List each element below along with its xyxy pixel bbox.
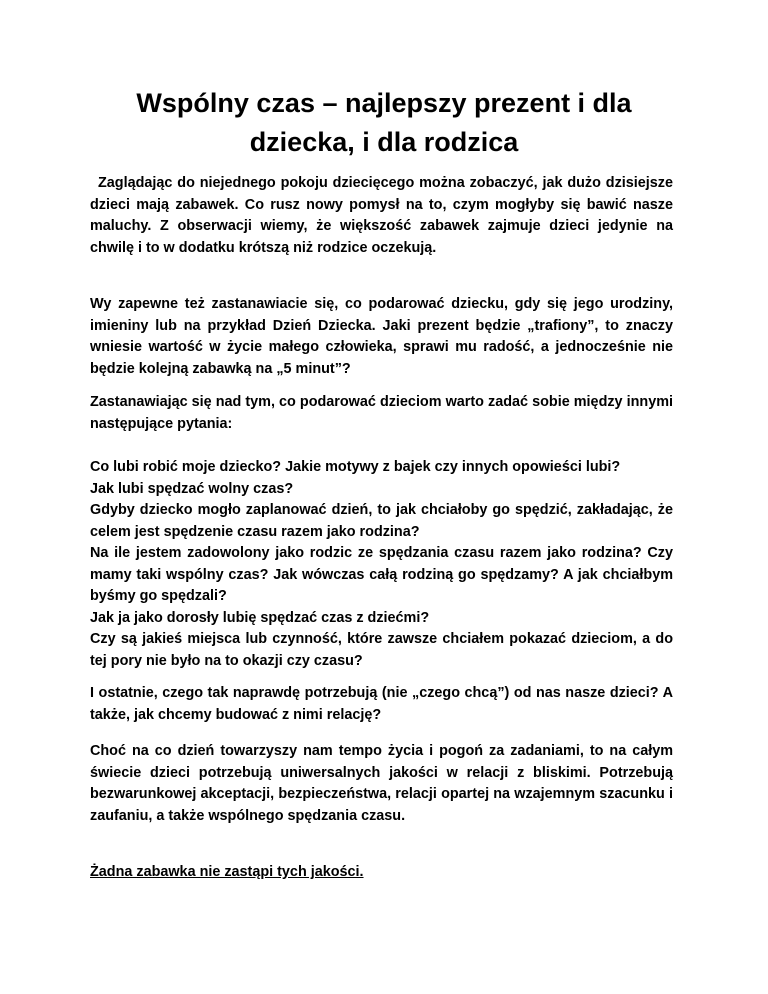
gift-question-paragraph: Wy zapewne też zastanawiacie się, co podarować dziecku, gdy się jego urodziny, imieniny lub na przykład Dzień Dziecka. Jaki prezent będzie „trafiony”, to znaczy wniesie wartość w życie małego człowieka, sprawi mu radość, a jednocześnie nie będzie kolejną zabawką na „5 minut”? [90,296,673,377]
questions-list [90,457,673,672]
universal-qualities-paragraph: Choć na co dzień towarzyszy nam tempo życia i pogoń za zadaniami, to na całym świecie dzieci potrzebują uniwersalnych jakości w relacji z bliskimi. Potrzebują bezwarunkowej akceptacji, bezpieczeństwa, relacji opartej na wzajemnym szacunku i zaufaniu, a także wspólnego spędzania czasu. [90,743,673,824]
question-item: Gdyby dziecko mogło zaplanować dzień, to jak chciałoby go spędzić, zakładając, że celem jest spędzenie czasu razem jako rodzina? [90,502,673,540]
questions-intro-paragraph: Zastanawiając się nad tym, co podarować dzieciom warto zadać sobie między innymi następujące pytania: [90,394,673,432]
question-item: Jak lubi spędzać wolny czas? [90,480,294,497]
closing-statement: Żadna zabawka nie zastąpi tych jakości. [90,864,364,880]
needs-question-paragraph: I ostatnie, czego tak naprawdę potrzebują (nie „czego chcą”) od nas nasze dzieci? A także, jak chcemy budować z nimi relację? [90,685,673,723]
question-item: Jak ja jako dorosły lubię spędzać czas z dziećmi? [90,609,430,626]
document-title: Wspólny czas – najlepszy prezent i dla dziecka, i dla rodzica [136,88,632,157]
question-item: Na ile jestem zadowolony jako rodzic ze spędzania czasu razem jako rodzina? Czy mamy taki wspólny czas? Jak wówczas całą rodziną go spędzamy? A jak chciałbym byśmy go spędzali? [90,545,673,604]
question-item: Co lubi robić moje dziecko? Jakie motywy z bajek czy innych opowieści lubi? [90,459,621,475]
intro-paragraph: Zaglądając do niejednego pokoju dziecięcego można zobaczyć, jak dużo dzisiejsze dzieci mają zabawek. Co rusz nowy pomysł na to, czym mogłyby się bawić nasze maluchy. Z obserwacji wiemy, że większość zabawek zajmuje dzieci jedynie na chwilę i to w dodatku krótszą niż rodzice oczekują. [90,175,673,256]
question-item: Czy są jakieś miejsca lub czynność, które zawsze chciałem pokazać dzieciom, a do tej pory nie było na to okazji czy czasu? [90,631,673,669]
